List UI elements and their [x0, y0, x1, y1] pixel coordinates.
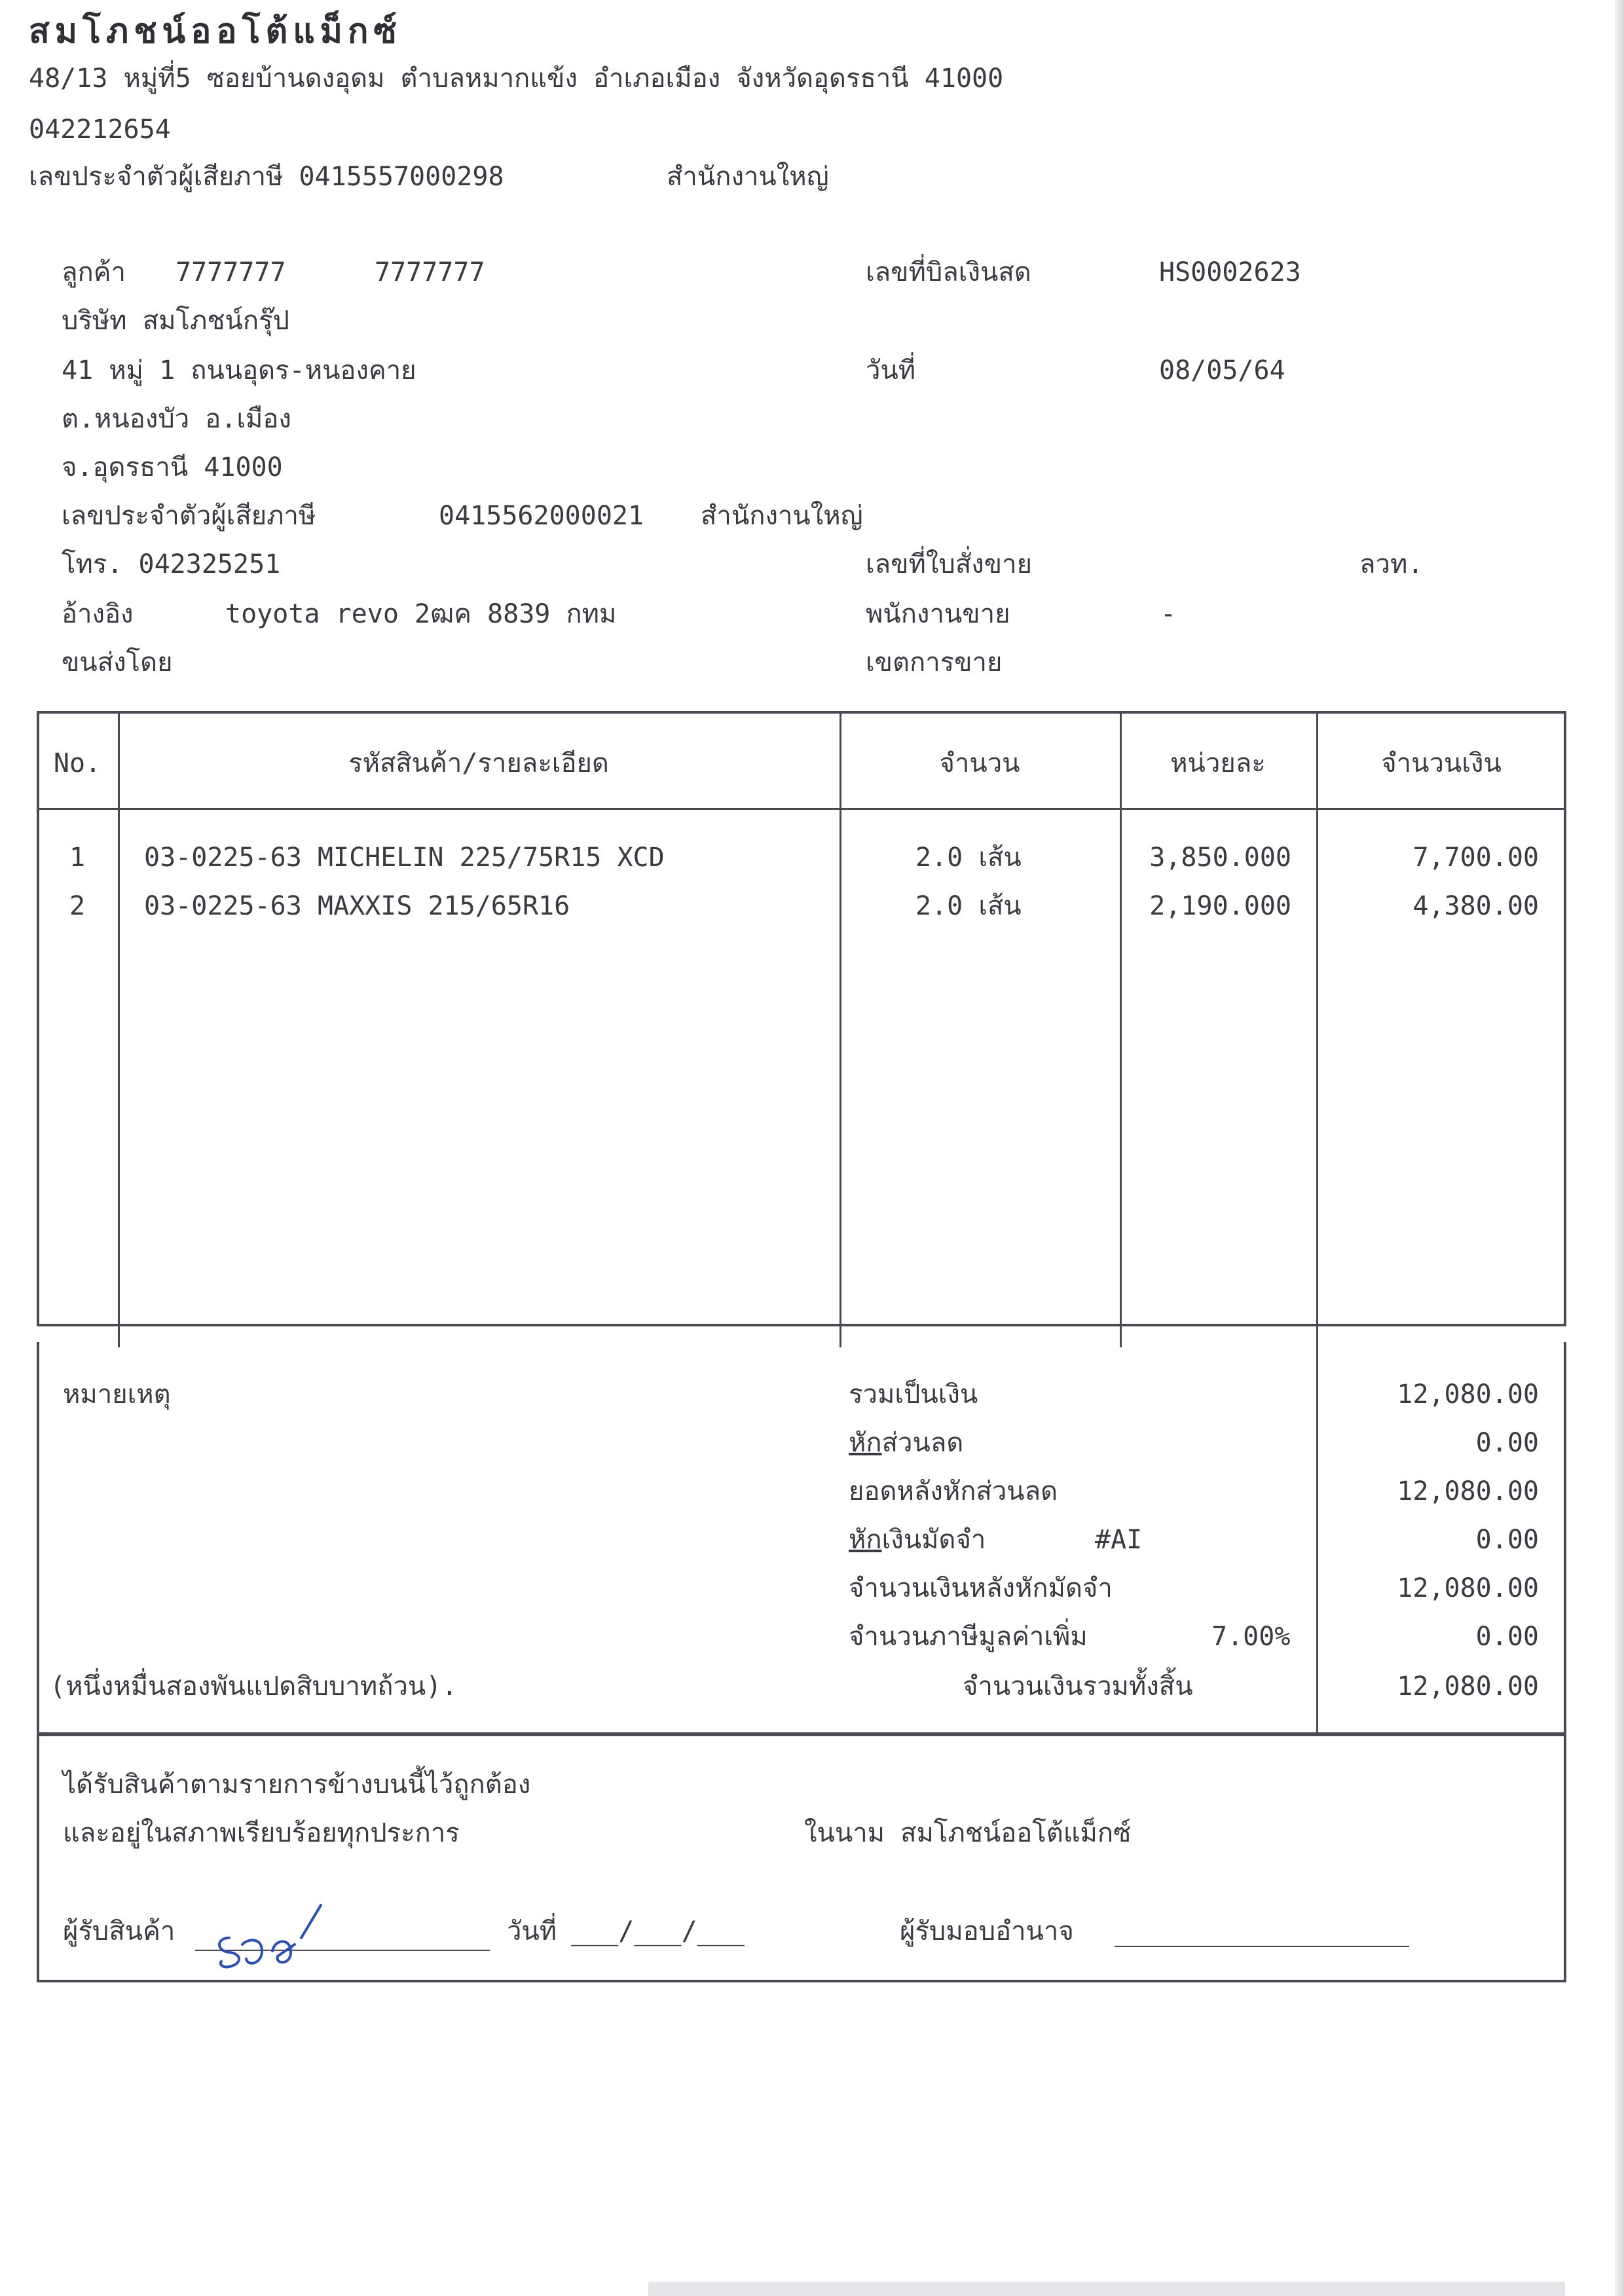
- row-number: 1: [69, 843, 86, 873]
- subtotal-value: 12,080.00: [1397, 1379, 1539, 1410]
- deposit-value: 0.00: [1475, 1525, 1539, 1555]
- header-unit-price: หน่วยละ: [1170, 748, 1266, 778]
- after-discount-label: ยอดหลังหักส่วนลด: [849, 1476, 1058, 1506]
- customer-code-2: 7777777: [375, 257, 485, 287]
- deposit-label: หักเงินมัดจำ: [849, 1525, 986, 1555]
- discount-value: 0.00: [1475, 1428, 1539, 1458]
- company-address: 48/13 หมู่ที่5 ซอยบ้านดงอุดม ตำบลหมากแข้ง อำเภอเมือง จังหวัดอุดรธานี 41000: [29, 64, 1004, 94]
- items-table: [37, 711, 1566, 1326]
- grand-total-value: 12,080.00: [1397, 1671, 1539, 1702]
- row-unit-price: 3,850.000: [1149, 843, 1291, 873]
- receive-date-label: วันที่: [507, 1916, 557, 1946]
- table-header-divider: [37, 808, 1566, 810]
- customer-phone: โทร. 042325251: [62, 549, 281, 579]
- customer-address-2: ต.หนองบัว อ.เมือง: [62, 404, 291, 434]
- company-phone: 042212654: [29, 115, 171, 145]
- customer-address-1: 41 หมู่ 1 ถนนอุดร-หนองคาย: [62, 355, 416, 386]
- salesperson-value: -: [1160, 599, 1177, 629]
- row-quantity: 2.0 เส้น: [915, 843, 1022, 873]
- remark-label: หมายเหตุ: [63, 1379, 171, 1410]
- header-no: No.: [53, 748, 101, 778]
- sales-area-label: เขตการขาย: [866, 647, 1003, 678]
- row-amount: 4,380.00: [1412, 891, 1539, 921]
- after-deposit-value: 12,080.00: [1397, 1573, 1539, 1603]
- received-statement-1: ได้รับสินค้าตามรายการข้างบนนี้ไว้ถูกต้อง: [63, 1770, 531, 1800]
- customer-label: ลูกค้า: [62, 257, 126, 287]
- row-quantity: 2.0 เส้น: [915, 891, 1022, 921]
- invoice-date-label: วันที่: [866, 355, 916, 386]
- sales-order-value: ลวท.: [1359, 549, 1424, 579]
- company-name: สมโภชน์ออโต้แม็กซ์: [29, 12, 402, 51]
- deposit-code: #AI: [1095, 1525, 1143, 1555]
- invoice-date: 08/05/64: [1159, 355, 1285, 386]
- scan-edge: [1615, 0, 1624, 2296]
- header-quantity: จำนวน: [939, 748, 1020, 778]
- bill-number: HS0002623: [1159, 257, 1301, 287]
- customer-tax-label: เลขประจำตัวผู้เสียภาษี: [62, 501, 316, 531]
- header-description: รหัสสินค้า/รายละเอียด: [348, 748, 609, 778]
- header-amount: จำนวนเงิน: [1381, 748, 1502, 778]
- receiver-label: ผู้รับสินค้า: [63, 1916, 175, 1946]
- bill-number-label: เลขที่บิลเงินสด: [866, 257, 1031, 287]
- receive-date-blank: ___/___/___: [571, 1916, 745, 1946]
- row-amount: 7,700.00: [1412, 843, 1539, 873]
- received-statement-2: และอยู่ในสภาพเรียบร้อยทุกประการ: [63, 1818, 460, 1848]
- reference-value: toyota revo 2ฒค 8839 กทม: [225, 599, 617, 629]
- company-branch: สำนักงานใหญ่: [667, 162, 829, 192]
- customer-address-3: จ.อุดรธานี 41000: [62, 452, 283, 483]
- customer-name: บริษัท สมโภชน์กรุ๊ป: [62, 306, 289, 336]
- salesperson-label: พนักงานขาย: [866, 599, 1010, 629]
- customer-branch: สำนักงานใหญ่: [701, 501, 863, 531]
- sales-order-label: เลขที่ใบสั่งขาย: [866, 549, 1033, 579]
- vat-label: จำนวนภาษีมูลค่าเพิ่ม: [849, 1622, 1088, 1652]
- authorized-signature-line: [1115, 1946, 1409, 1947]
- amount-in-words: (หนึ่งหมื่นสองพันแปดสิบบาทถ้วน).: [50, 1671, 458, 1702]
- grand-total-label: จำนวนเงินรวมทั้งสิ้น: [963, 1671, 1193, 1702]
- row-description: 03-0225-63 MICHELIN 225/75R15 XCD: [144, 843, 665, 873]
- on-behalf-of: ในนาม สมโภชน์ออโต้แม็กซ์: [804, 1818, 1132, 1848]
- authorized-label: ผู้รับมอบอำนาจ: [900, 1916, 1074, 1946]
- row-description: 03-0225-63 MAXXIS 215/65R16: [144, 891, 570, 921]
- scan-bottom-strip: [648, 2282, 1565, 2296]
- customer-code-1: 7777777: [175, 257, 286, 287]
- row-unit-price: 2,190.000: [1149, 891, 1291, 921]
- row-number: 2: [69, 891, 86, 921]
- shipping-label: ขนส่งโดย: [62, 647, 173, 678]
- discount-label: หักส่วนลด: [849, 1428, 964, 1458]
- after-deposit-label: จำนวนเงินหลังหักมัดจำ: [849, 1573, 1113, 1603]
- receiver-signature: [210, 1899, 341, 1977]
- vat-value: 0.00: [1475, 1622, 1539, 1652]
- subtotal-label: รวมเป็นเงิน: [849, 1379, 978, 1410]
- customer-tax-id: 0415562000021: [439, 501, 644, 531]
- company-tax-id: เลขประจำตัวผู้เสียภาษี 0415557000298: [29, 162, 504, 192]
- after-discount-value: 12,080.00: [1397, 1476, 1539, 1506]
- reference-label: อ้างอิง: [62, 599, 134, 629]
- vat-rate: 7.00%: [1211, 1622, 1291, 1652]
